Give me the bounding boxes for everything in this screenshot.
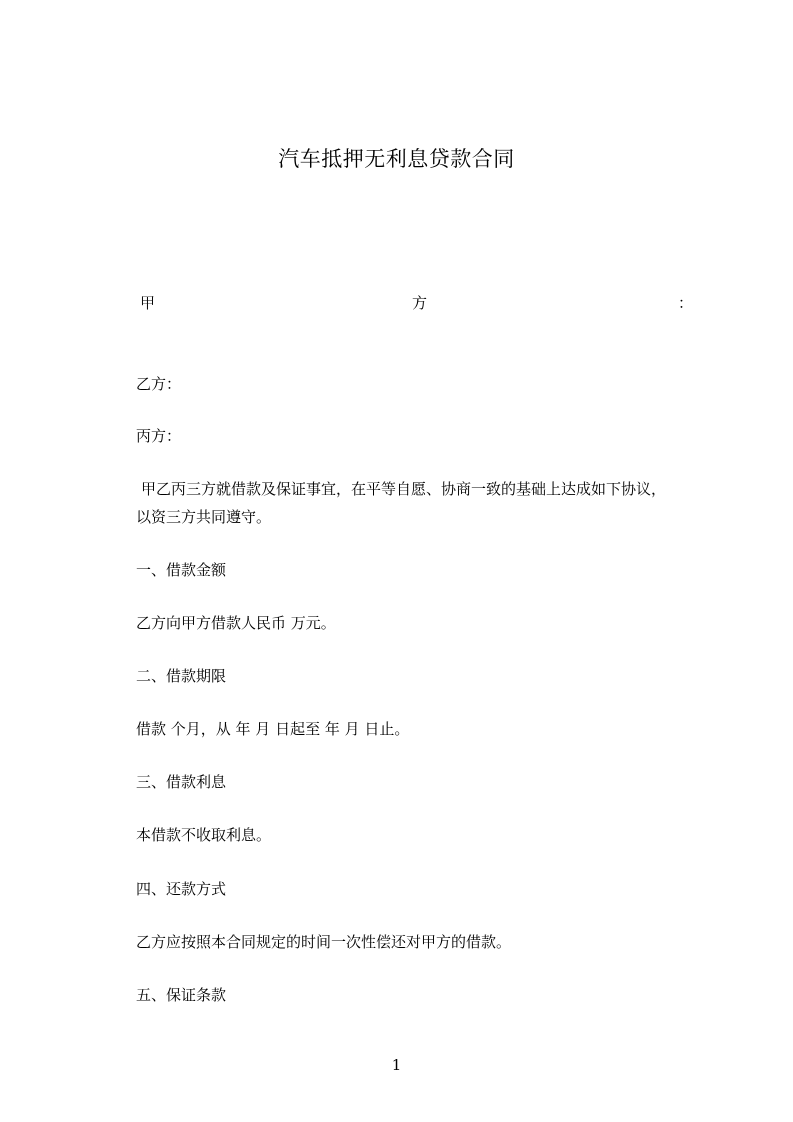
page-number: 1: [391, 1056, 402, 1074]
section-heading: 二、借款期限: [136, 667, 227, 685]
intro-line-1: 甲乙丙三方就借款及保证事宜，在平等自愿、协商一致的基础上达成如下协议，: [141, 480, 667, 498]
section-body: 借款 个月，从 年 月 日起至 年 月 日止。: [136, 720, 410, 738]
section-heading: 一、借款金额: [136, 561, 227, 579]
party-b-line: 乙方：: [136, 375, 182, 393]
section-body: 本借款不收取利息。: [136, 826, 272, 844]
section-body: 乙方应按照本合同规定的时间一次性偿还对甲方的借款。: [136, 933, 512, 951]
party-a-char-1: 甲: [140, 294, 156, 312]
document-title: 汽车抵押无利息贷款合同: [278, 147, 515, 171]
section-heading: 三、借款利息: [136, 773, 227, 791]
party-a-line: [140, 292, 693, 312]
party-a-colon: ：: [677, 294, 693, 312]
section-body: 乙方向甲方借款人民币 万元。: [136, 614, 336, 632]
section-heading: 四、还款方式: [136, 880, 227, 898]
party-a-char-2: 方: [412, 294, 428, 312]
party-c-line: 丙方：: [136, 427, 182, 445]
intro-line-2: 以资三方共同遵守。: [136, 508, 272, 526]
section-heading: 五、保证条款: [136, 986, 227, 1004]
